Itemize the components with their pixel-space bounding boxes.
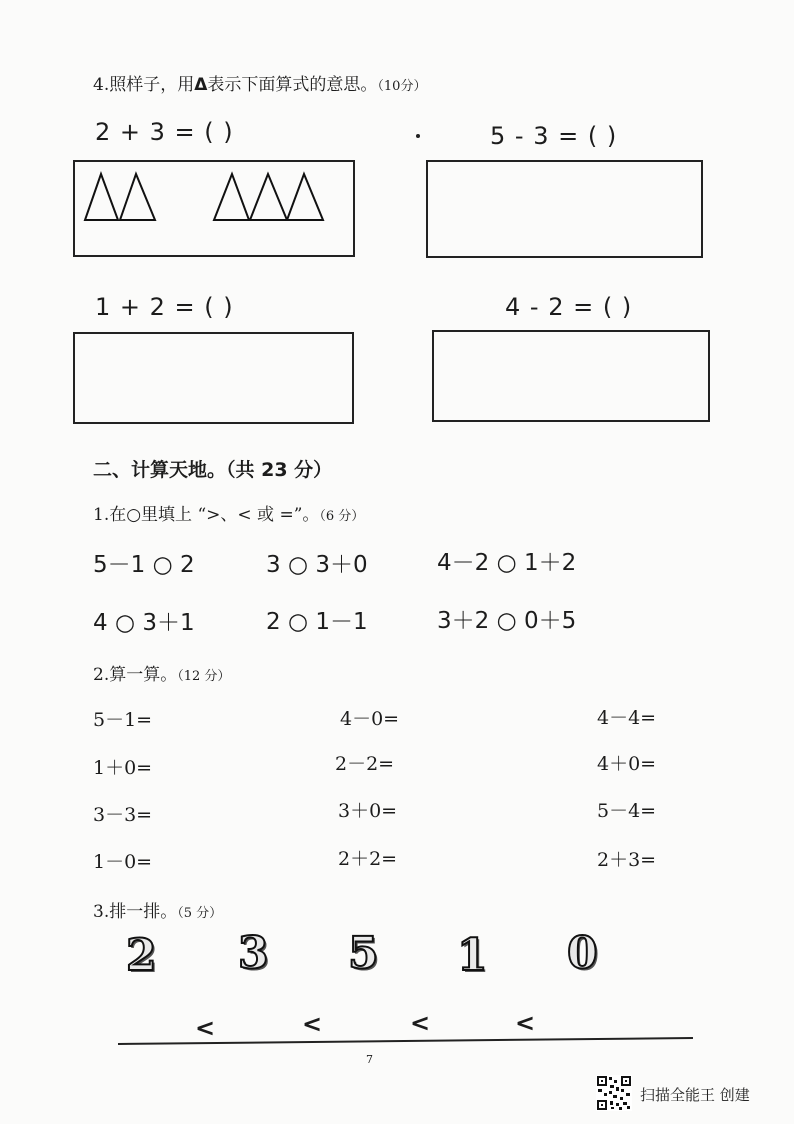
stray-dot [416, 134, 420, 138]
calc-item: 3－3= [93, 804, 153, 826]
calc-item: 4－4= [597, 707, 657, 729]
q4-equation-4: 4 - 2 = ( ) [505, 293, 633, 321]
calc-item: 4＋0= [597, 753, 657, 775]
calc-item: 1－0= [93, 851, 153, 873]
q1-heading [93, 500, 364, 525]
q4-heading [93, 70, 426, 95]
q4-answer-box-2[interactable] [426, 160, 703, 258]
less-than-sign: < [410, 1009, 431, 1037]
calc-item: 1＋0= [93, 757, 153, 779]
calc-item: 2＋3= [597, 849, 657, 871]
calc-item: 5－1= [93, 709, 153, 731]
q4-heading-rest: 表示下面算式的意思。 [207, 75, 378, 95]
less-than-sign: < [515, 1009, 536, 1037]
sort-number: 5 [348, 928, 379, 979]
q3-heading-text: 3.排一排。 [93, 902, 178, 922]
q4-heading-text: 4.照样子，用 [93, 75, 195, 95]
section2-title: 二、计算天地。 [93, 459, 227, 481]
q2-points: （12 分） [177, 669, 231, 684]
sort-number: 0 [567, 928, 598, 979]
compare-item: 5－1 ○ 2 [93, 552, 195, 578]
q4-answer-box-example [73, 160, 355, 257]
sort-number: 3 [238, 928, 269, 979]
q1-points: （6 分） [319, 509, 365, 524]
triangles-example-icon [75, 162, 353, 255]
q3-points: （5 分） [177, 906, 223, 921]
calc-item: 2－2= [335, 753, 395, 775]
compare-item: 2 ○ 1－1 [266, 609, 368, 635]
q3-heading [93, 897, 222, 922]
calc-item: 5－4= [597, 800, 657, 822]
compare-item: 4－2 ○ 1＋2 [437, 550, 577, 576]
section2-heading [93, 455, 332, 482]
sort-number: 2 [126, 930, 157, 981]
sort-number: 1 [457, 930, 488, 981]
q4-equation-3: 1 + 2 = ( ) [95, 293, 234, 321]
page-number: 7 [366, 1053, 373, 1066]
calc-item: 3＋0= [338, 800, 398, 822]
q2-heading-text: 2.算一算。 [93, 665, 178, 685]
q4-answer-box-4[interactable] [432, 330, 710, 422]
section2-points: （共 23 分） [226, 459, 333, 481]
qr-code-icon [596, 1075, 632, 1111]
less-than-sign: < [302, 1010, 323, 1038]
compare-item: 3 ○ 3＋0 [266, 552, 368, 578]
q4-answer-box-3[interactable] [73, 332, 354, 424]
q4-points: （10分） [377, 79, 427, 94]
compare-item: 3＋2 ○ 0＋5 [437, 608, 577, 634]
calc-item: 4－0= [340, 708, 400, 730]
scanner-watermark-text: 扫描全能王 创建 [640, 1086, 750, 1104]
q1-heading-text: 1.在○里填上 “>、< 或 =”。 [93, 505, 320, 525]
less-than-sign: < [195, 1014, 216, 1042]
triangle-symbol: Δ [194, 75, 208, 95]
calc-item: 2＋2= [338, 848, 398, 870]
q4-equation-2: 5 - 3 = ( ) [490, 122, 618, 150]
compare-item: 4 ○ 3＋1 [93, 610, 195, 636]
q2-heading [93, 660, 230, 685]
q4-equation-1: 2 + 3 = ( ) [95, 118, 234, 146]
